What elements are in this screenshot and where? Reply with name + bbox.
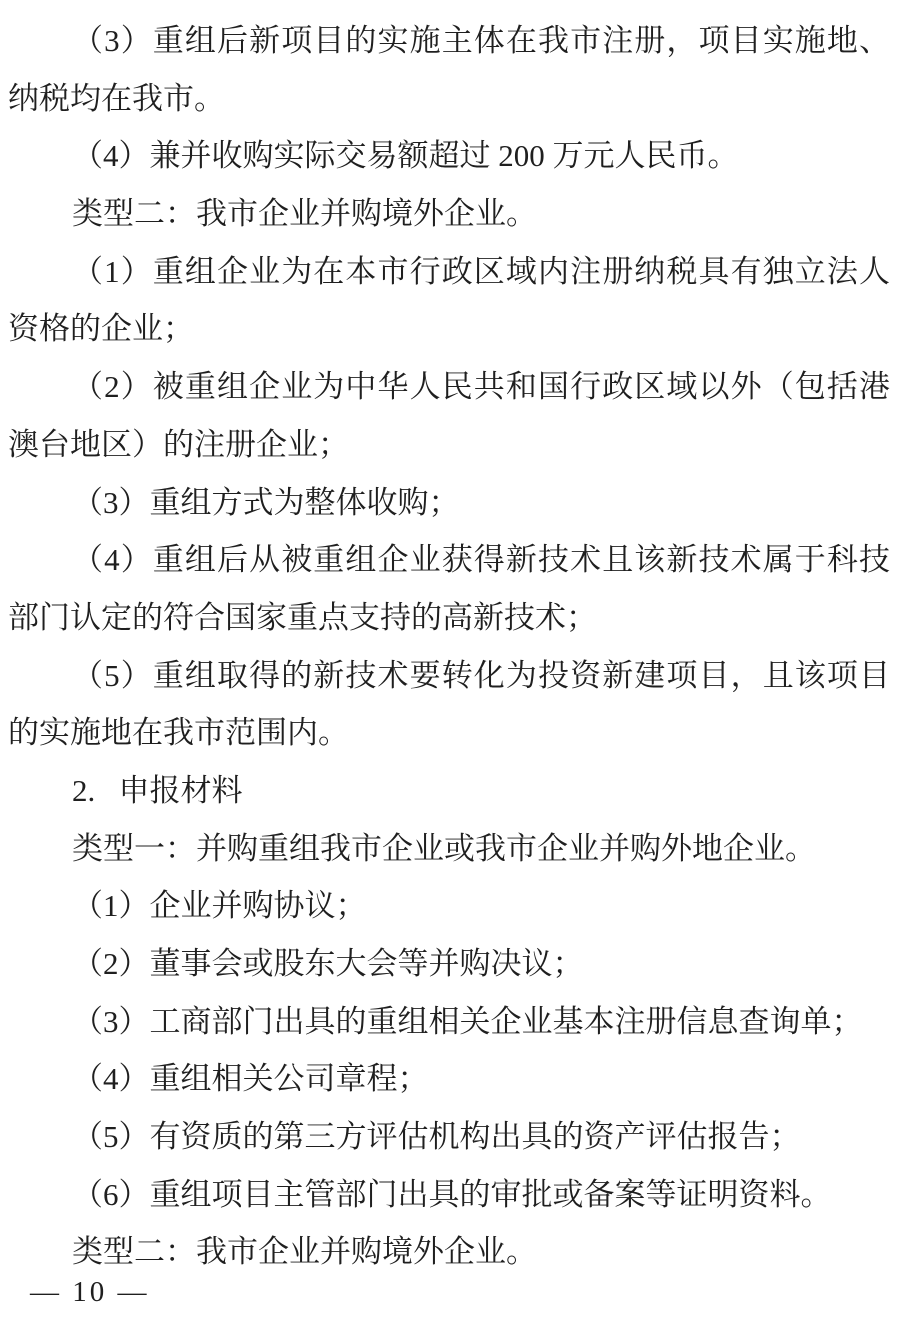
document-body-text (8, 12, 890, 1281)
text-line: 类型二：我市企业并购境外企业。 (72, 1234, 537, 1270)
text-line: 纳税均在我市。 (8, 80, 225, 116)
section-heading-line: 2. 申报材料 (72, 772, 243, 808)
text-line: （4）兼并收购实际交易额超过 200 万元人民币。 (72, 138, 739, 174)
text-line: 类型一：并购重组我市企业或我市企业并购外地企业。 (72, 830, 816, 866)
text-line: （5）重组取得的新技术要转化为投资新建项目，且该项目 (72, 657, 890, 693)
text-line: 的实施地在我市范围内。 (8, 715, 349, 751)
text-line: （2）董事会或股东大会等并购决议； (72, 946, 584, 981)
text-line: （3）重组方式为整体收购； (72, 484, 460, 520)
text-line: （5）有资质的第三方评估机构出具的资产评估报告； (72, 1119, 801, 1155)
text-line: （2）被重组企业为中华人民共和国行政区域以外（包括港 (72, 369, 890, 405)
text-line: （3）重组后新项目的实施主体在我市注册，项目实施地、 (72, 23, 890, 58)
text-line: （4）重组相关公司章程； (72, 1061, 429, 1097)
text-line: 类型二：我市企业并购境外企业。 (72, 196, 537, 232)
text-line: （1）企业并购协议； (72, 888, 367, 924)
text-line: 部门认定的符合国家重点支持的高新技术； (8, 599, 597, 635)
text-line: （3）工商部门出具的重组相关企业基本注册信息查询单； (72, 1003, 863, 1039)
text-line: （6）重组项目主管部门出具的审批或备案等证明资料。 (72, 1176, 832, 1212)
text-line: （1）重组企业为在本市行政区域内注册纳税具有独立法人 (72, 253, 890, 289)
page-number: — 10 — (30, 1276, 150, 1308)
text-line: （4）重组后从被重组企业获得新技术且该新技术属于科技 (72, 542, 890, 578)
text-line: 资格的企业； (8, 311, 194, 347)
text-line: 澳台地区）的注册企业； (8, 426, 349, 462)
